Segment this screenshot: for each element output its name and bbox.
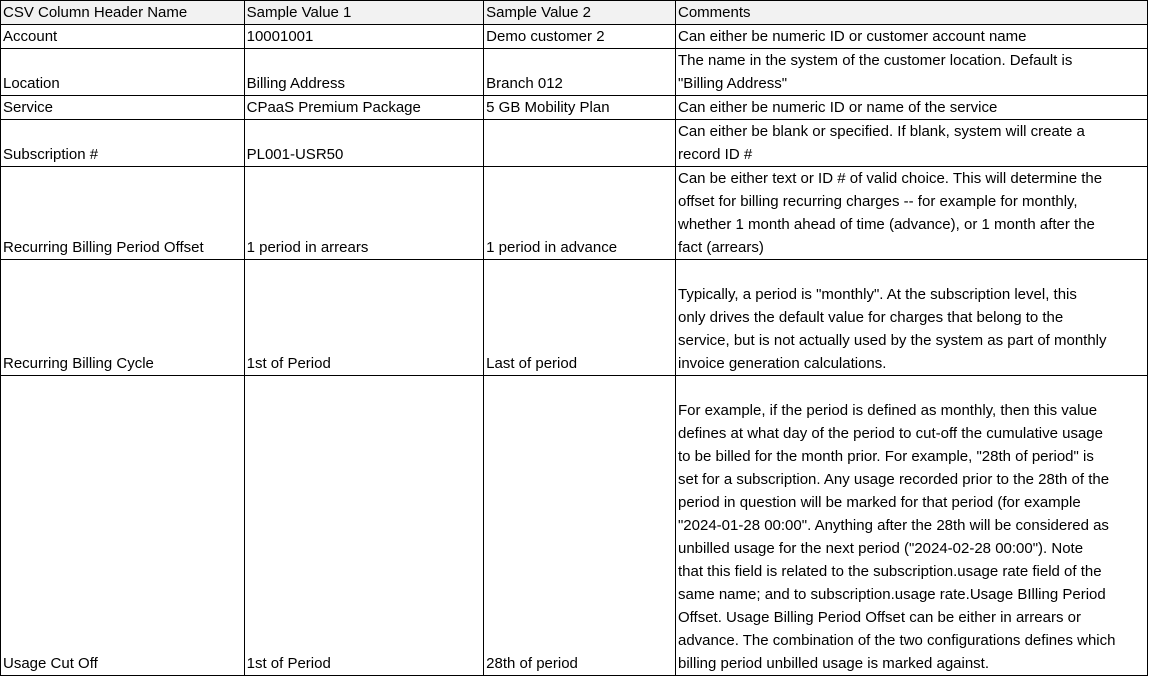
comment-line: billing period unbilled usage is marked against. (677, 655, 990, 672)
cell-sample-value-2[interactable]: Branch 012 (484, 49, 676, 96)
comment-line: offset for billing recurring charges -- for example for monthly, (677, 193, 1078, 210)
header-sample-value-1[interactable]: Sample Value 1 (244, 1, 484, 25)
comment-line: fact (arrears) (677, 239, 764, 256)
comment-line: Can either be numeric ID or customer account name (677, 28, 1027, 45)
comment-line: whether 1 month ahead of time (advance), or 1 month after the (677, 216, 1095, 233)
cell-sample-value-1[interactable]: 1 period in arrears (244, 167, 484, 260)
cell-sample-value-1[interactable]: 1st of Period (244, 376, 484, 676)
cell-column-name[interactable]: Location (1, 49, 245, 96)
cell-column-name[interactable]: Subscription # (1, 120, 245, 167)
header-row (1, 1, 1148, 25)
cell-sample-value-2[interactable]: Demo customer 2 (484, 25, 676, 49)
cell-sample-value-1[interactable]: PL001-USR50 (244, 120, 484, 167)
cell-comments[interactable] (675, 120, 1147, 167)
comment-line: only drives the default value for charges that belong to the (677, 309, 1064, 326)
table-row (1, 49, 1148, 96)
comment-line: The name in the system of the customer location. Default is (677, 52, 1073, 69)
cell-comments[interactable] (675, 167, 1147, 260)
table-row (1, 376, 1148, 676)
comment-line: defines at what day of the period to cut-off the cumulative usage (677, 425, 1103, 442)
comment-line: "Billing Address" (677, 75, 788, 92)
cell-sample-value-2[interactable]: Last of period (484, 260, 676, 376)
cell-comments[interactable] (675, 260, 1147, 376)
cell-sample-value-2[interactable] (484, 120, 676, 167)
cell-sample-value-1[interactable]: CPaaS Premium Package (244, 96, 484, 120)
cell-sample-value-1[interactable]: 10001001 (244, 25, 484, 49)
cell-column-name[interactable]: Recurring Billing Period Offset (1, 167, 245, 260)
comment-line: same name; and to subscription.usage rate.Usage BIlling Period (677, 586, 1106, 603)
comment-line: Can be either text or ID # of valid choice. This will determine the (677, 170, 1103, 187)
comment-line: Can either be blank or specified. If blank, system will create a (677, 123, 1085, 140)
comment-line: service, but is not actually used by the system as part of monthly (677, 332, 1107, 349)
comment-line: Typically, a period is "monthly". At the subscription level, this (677, 286, 1077, 303)
cell-column-name[interactable]: Service (1, 96, 245, 120)
cell-sample-value-2[interactable]: 1 period in advance (484, 167, 676, 260)
table-row (1, 167, 1148, 260)
header-sample-value-2[interactable]: Sample Value 2 (484, 1, 676, 25)
table-row (1, 25, 1148, 49)
table-row (1, 96, 1148, 120)
cell-column-name[interactable]: Recurring Billing Cycle (1, 260, 245, 376)
comment-line (678, 376, 1145, 399)
comment-line: "2024-01-28 00:00". Anything after the 28th will be considered as (677, 517, 1109, 534)
comment-line: set for a subscription. Any usage recorded prior to the 28th of the (677, 471, 1110, 488)
comment-line: period in question will be marked for that period (for example (677, 494, 1081, 511)
cell-comments[interactable] (675, 376, 1147, 676)
cell-sample-value-1[interactable]: 1st of Period (244, 260, 484, 376)
comment-line: For example, if the period is defined as monthly, then this value (677, 402, 1098, 419)
comment-line: advance. The combination of the two configurations defines which (677, 632, 1116, 649)
comment-line: invoice generation calculations. (677, 355, 887, 372)
cell-column-name[interactable]: Usage Cut Off (1, 376, 245, 676)
header-comments[interactable]: Comments (675, 1, 1147, 25)
comment-line: record ID # (677, 146, 753, 163)
cell-sample-value-2[interactable]: 5 GB Mobility Plan (484, 96, 676, 120)
comment-line: Offset. Usage Billing Period Offset can be either in arrears or (677, 609, 1081, 626)
table-row (1, 260, 1148, 376)
comment-line: unbilled usage for the next period ("2024-02-28 00:00"). Note (677, 540, 1084, 557)
cell-sample-value-1[interactable]: Billing Address (244, 49, 484, 96)
cell-sample-value-2[interactable]: 28th of period (484, 376, 676, 676)
cell-column-name[interactable]: Account (1, 25, 245, 49)
comment-line: to be billed for the month prior. For example, "28th of period" is (677, 448, 1094, 465)
cell-comments[interactable] (675, 49, 1147, 96)
comment-line: Can either be numeric ID or name of the service (677, 99, 998, 116)
cell-comments[interactable] (675, 96, 1147, 120)
cell-comments[interactable] (675, 25, 1147, 49)
comment-line (678, 260, 1145, 283)
table-row (1, 120, 1148, 167)
header-csv-column-name[interactable]: CSV Column Header Name (1, 1, 245, 25)
comment-line: that this field is related to the subscription.usage rate field of the (677, 563, 1102, 580)
